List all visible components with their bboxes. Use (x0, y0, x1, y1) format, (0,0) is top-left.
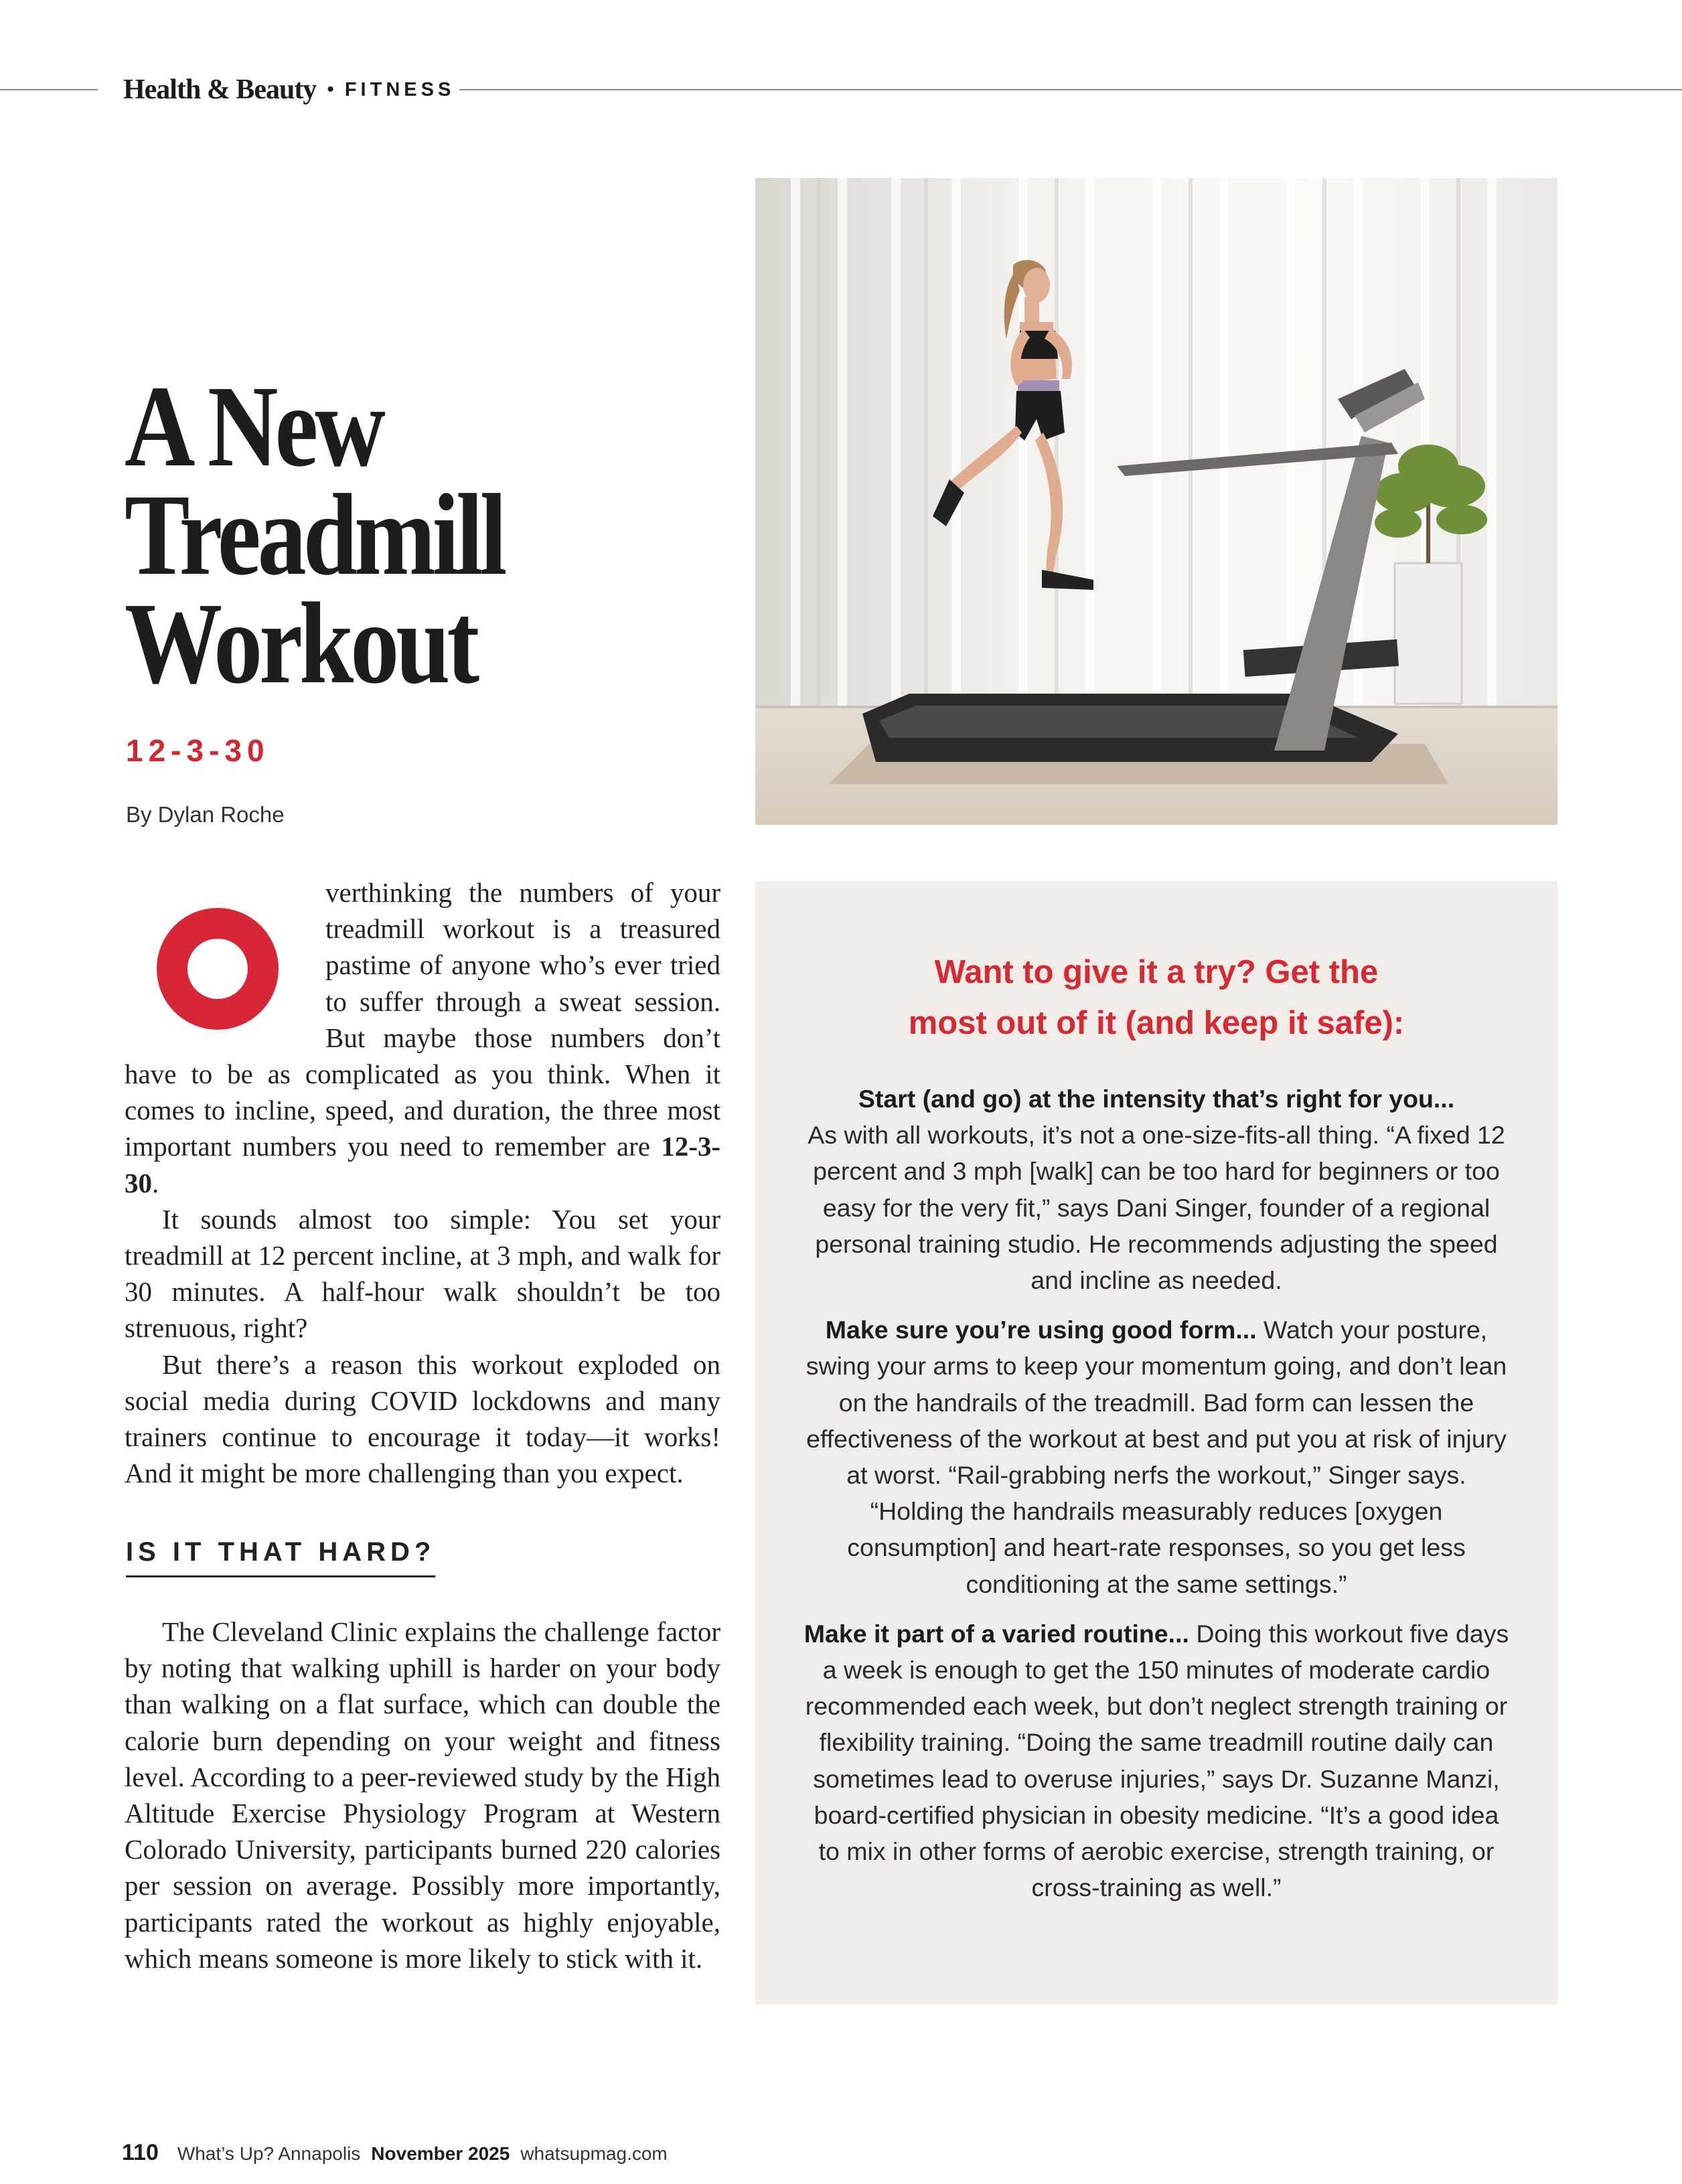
paragraph-1: verthinking the numbers of your treadmill workout is a treasured pastime of anyone who’s ever tried to suffer through a sweat session. But maybe those numbers don’t have to be as complicated as you think. When it comes to incline, speed, and duration, the three most important numbers you need to remember are 12-3-30. (125, 877, 720, 1198)
title-line-1: A New (125, 362, 382, 491)
tip-3-text: Doing this workout five days a week is enough to get the 150 minutes of moderate cardio recommended each week, but don’t neglect strength training or flexibility training. “Doing the same treadmill routine daily can sometimes lead to overuse injuries,” says Dr. Suzanne Manzi, board-certified physician in obesity medicine. “It’s a good idea to mix in other forms of aerobic exercise, strength training, or cross-training as well.” (805, 1619, 1509, 1902)
tip-2-lead: Make sure you’re using good form... (825, 1316, 1257, 1344)
tip-1 (802, 1081, 1511, 1298)
section-heading: IS IT THAT HARD? (126, 1537, 435, 1577)
website-link[interactable]: whatsupmag.com (520, 2143, 668, 2164)
drop-cap (125, 874, 311, 1055)
page-footer (122, 2140, 668, 2166)
section-header (123, 70, 455, 110)
issue-date: November 2025 (371, 2143, 510, 2164)
sidebar-heading-line-1: Want to give it a try? Get the (934, 954, 1379, 990)
page-number: 110 (122, 2140, 159, 2165)
drop-cap-letter-o (157, 908, 279, 1030)
category-name: FITNESS (344, 78, 455, 100)
paragraph-4: The Cleveland Clinic explains the challenge factor by noting that walking uphill is harder on your body than walking on a flat surface, which can double the calorie burn depending on your weight and fitness level. According to a peer-reviewed study by the High Altitude Exercise Physiology Program at Western Colorado University, participants burned 220 calories per session on average. Possibly more importantly, participants rated the workout as highly enjoyable, which means someone is more likely to stick with it. (125, 1616, 720, 1974)
treadmill-photo (755, 178, 1557, 825)
tip-1-text: As with all workouts, it’s not a one-size-fits-all thing. “A fixed 12 percent and 3 mph [walk] can be too hard for beginners or too easy for the very fit,” says Dani Singer, founder of a regional personal training studio. He recommends adjusting the speed and incline as needed. (808, 1121, 1505, 1295)
article-subtitle: 12-3-30 (126, 733, 270, 768)
header-rule-left (0, 89, 98, 90)
tip-2 (802, 1312, 1511, 1602)
section-name: Health & Beauty (123, 74, 317, 105)
tip-2-text: Watch your posture, swing your arms to keep your momentum going, and don’t lean on the handrails of the treadmill. Bad form can lessen the effectiveness of the workout at best and put you at risk of injury at worst. “Rail-grabbing nerfs the workout,” Singer says. “Holding the handrails measurably reduces [oxygen consumption] and heart-rate responses, so you get less conditioning at the same settings.” (806, 1316, 1507, 1598)
paragraph-2: It sounds almost too simple: You set your treadmill at 12 percent incline, at 3 mph, and walk for 30 minutes. A half-hour walk shouldn’t be too strenuous, right? (125, 1203, 720, 1344)
article-body-section (125, 1614, 720, 1976)
tip-3-lead: Make it part of a varied routine... (804, 1619, 1189, 1648)
article-title (125, 362, 552, 708)
article-body-intro (125, 874, 720, 1491)
sidebar-heading-line-2: most out of it (and keep it safe): (908, 1005, 1405, 1041)
title-line-2: Treadmill (125, 470, 504, 599)
header-separator: • (327, 78, 334, 100)
sidebar-body (802, 1081, 1511, 1919)
tip-1-lead: Start (and go) at the intensity that’s right for you... (858, 1085, 1455, 1113)
sidebar-heading (755, 947, 1557, 1048)
magazine-name: What’s Up? Annapolis (177, 2143, 361, 2164)
header-rule-right (459, 89, 1682, 90)
formula-emphasis: 12-3-30 (125, 1131, 720, 1198)
byline: By Dylan Roche (126, 802, 285, 827)
tip-3 (802, 1616, 1511, 1906)
tips-sidebar (755, 881, 1557, 2005)
title-line-3: Workout (125, 578, 477, 708)
paragraph-3: But there’s a reason this workout exploded on social media during COVID lockdowns and many trainers continue to encourage it today—it works! And it might be more challenging than you expect. (125, 1348, 720, 1489)
